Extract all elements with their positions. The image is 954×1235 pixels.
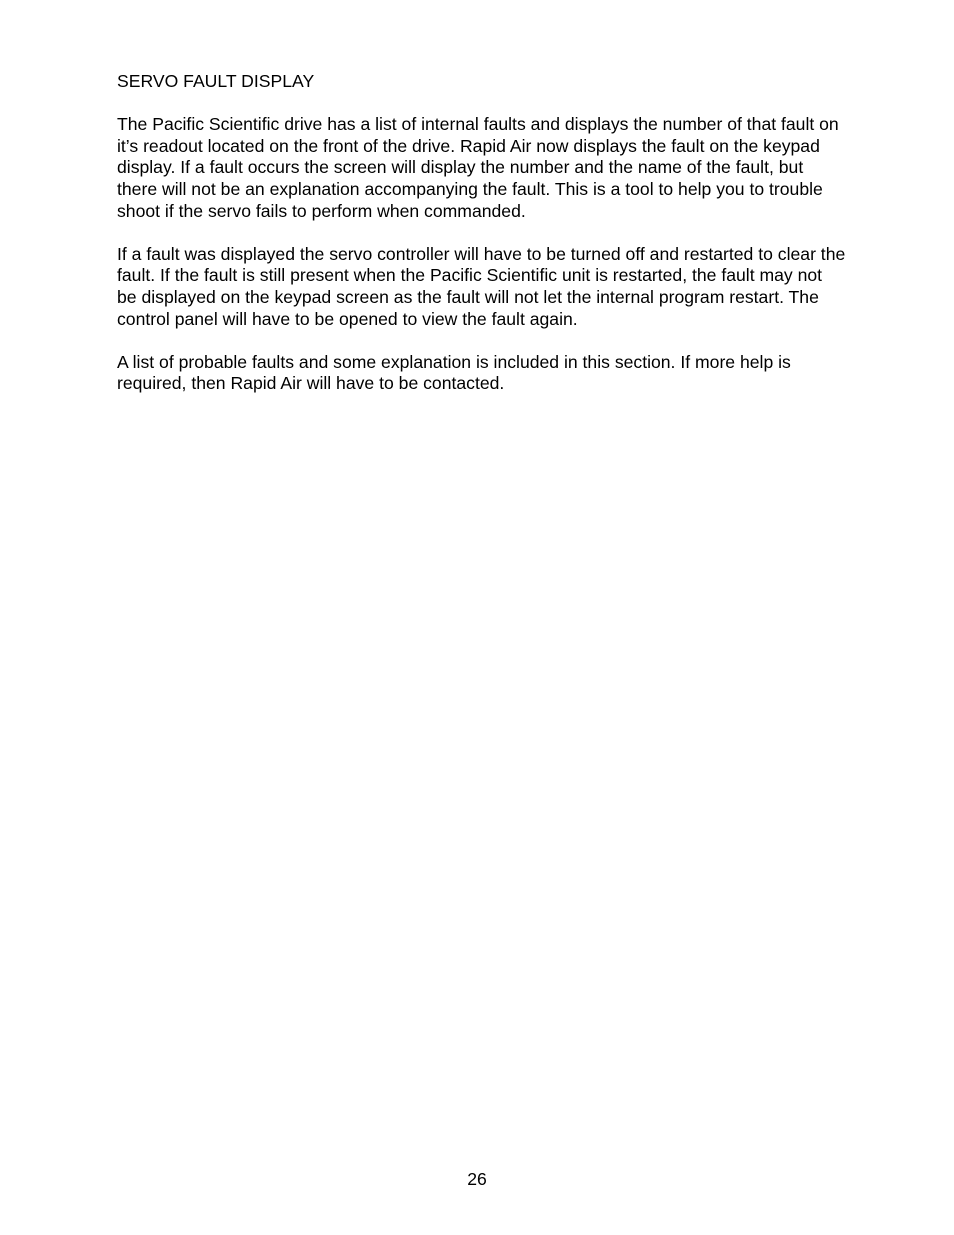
paragraph-line: The Pacific Scientific drive has a list of internal faults and displays the number of that fault on (117, 114, 839, 135)
paragraph-line: A list of probable faults and some explanation is included in this section. If more help is (117, 351, 791, 372)
paragraph-fault-display-intro (117, 114, 897, 222)
page-content (117, 71, 897, 417)
paragraph-line: be displayed on the keypad screen as the fault will not let the internal program restart. The (117, 286, 819, 307)
paragraph-line: control panel will have to be opened to view the fault again. (117, 308, 578, 329)
paragraph-line: there will not be an explanation accompanying the fault. This is a tool to help you to trouble (117, 178, 823, 199)
paragraph-line: it’s readout located on the front of the drive. Rapid Air now displays the fault on the keypad (117, 135, 820, 156)
section-heading: SERVO FAULT DISPLAY (117, 71, 315, 91)
paragraph-fault-clearing (117, 244, 897, 330)
paragraph-fault-list-info (117, 352, 897, 395)
paragraph-line: display. If a fault occurs the screen will display the number and the name of the fault, but (117, 157, 804, 178)
paragraph-line: shoot if the servo fails to perform when commanded. (117, 200, 526, 221)
page-number: 26 (467, 1169, 487, 1189)
paragraph-line: required, then Rapid Air will have to be contacted. (117, 373, 505, 394)
paragraph-line: fault. If the fault is still present when the Pacific Scientific unit is restarted, the fault may not (117, 265, 823, 286)
paragraph-line: If a fault was displayed the servo controller will have to be turned off and restarted to clear the (117, 243, 846, 264)
